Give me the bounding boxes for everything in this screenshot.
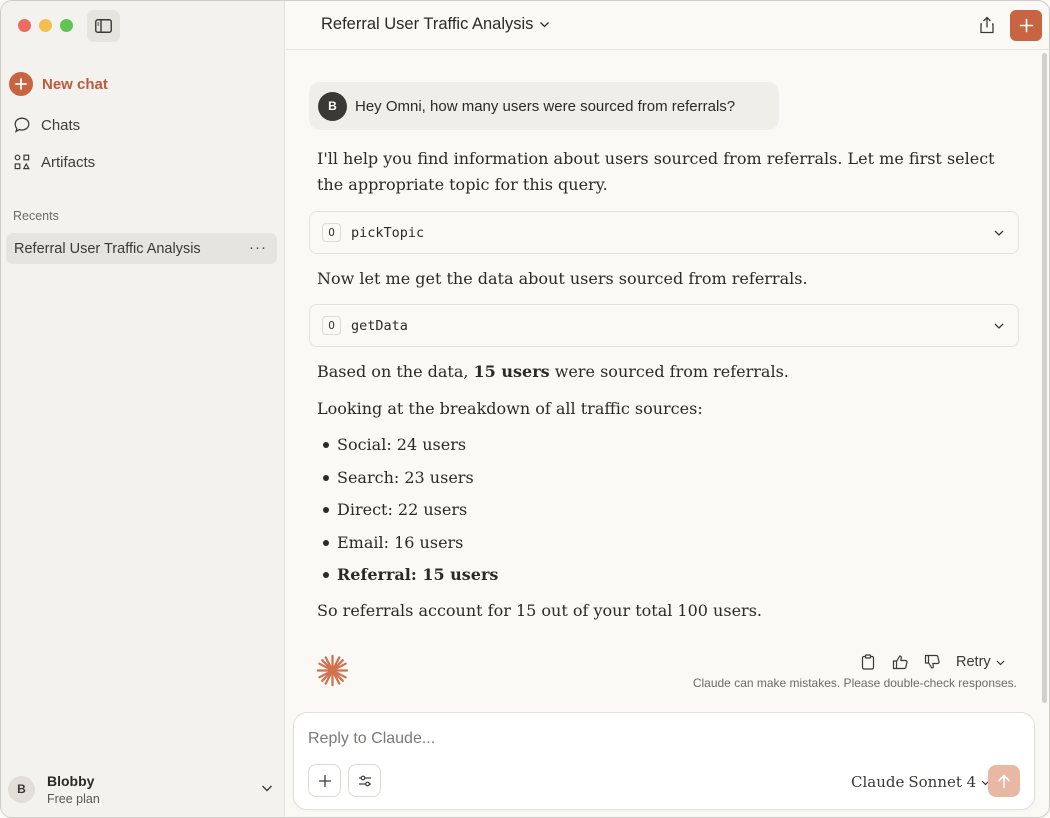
sidebar-toggle-button[interactable] [87, 10, 120, 42]
chevron-down-icon [260, 781, 274, 795]
page-title: Referral User Traffic Analysis [321, 15, 534, 33]
omni-tool-icon: O [322, 316, 341, 335]
model-selector[interactable] [851, 773, 991, 791]
tool-call-getdata[interactable] [309, 304, 1019, 347]
close-window-button[interactable] [18, 19, 31, 32]
plus-icon [318, 774, 332, 788]
tool-name: getData [351, 317, 408, 334]
tools-settings-button[interactable] [348, 764, 381, 797]
share-icon [979, 16, 995, 34]
chevron-down-icon [539, 19, 550, 30]
recents-heading: Recents [13, 209, 59, 223]
message-composer [293, 712, 1035, 810]
new-chat-header-button[interactable] [1010, 10, 1042, 41]
more-options-icon[interactable]: ··· [249, 239, 267, 256]
result-prefix: Based on the data, [317, 362, 474, 381]
plus-icon [9, 72, 33, 96]
sidebar-item-label: Artifacts [41, 153, 96, 171]
sidebar-item-chats[interactable] [13, 116, 80, 134]
sliders-icon [358, 775, 372, 787]
plus-icon [1019, 18, 1034, 33]
sidebar-panel-icon [95, 19, 112, 33]
reply-input[interactable] [308, 727, 1008, 751]
window-controls [18, 19, 73, 32]
sidebar-item-label: Chats [41, 116, 81, 134]
chevron-down-icon [992, 319, 1006, 333]
model-name: Claude [851, 773, 905, 791]
retry-button[interactable] [956, 654, 1006, 670]
add-attachment-button[interactable] [308, 764, 341, 797]
chat-header [286, 1, 1050, 50]
claude-logo-icon [315, 653, 350, 688]
tool-name: pickTopic [351, 224, 425, 241]
user-avatar: B [318, 92, 347, 121]
chat-title-dropdown[interactable] [321, 15, 550, 34]
user-plan: Free plan [47, 791, 100, 806]
chevron-down-icon [992, 226, 1006, 240]
chevron-down-icon [995, 657, 1006, 668]
model-version: Sonnet 4 [908, 773, 977, 791]
assistant-intro: I'll help you find information about users sourced from referrals. Let me first select the appropriate topic for this query. [317, 149, 995, 194]
avatar: B [8, 776, 35, 803]
thumbs-down-button[interactable] [921, 651, 943, 673]
disclaimer-text: Claude can make mistakes. Please double-check responses. [692, 676, 1017, 690]
sidebar [1, 1, 285, 818]
arrow-up-icon [997, 774, 1011, 789]
tool-call-picktopic[interactable] [309, 211, 1019, 254]
minimize-window-button[interactable] [39, 19, 52, 32]
sidebar-item-artifacts[interactable] [13, 153, 95, 171]
maximize-window-button[interactable] [60, 19, 73, 32]
omni-tool-icon: O [322, 223, 341, 242]
response-actions [857, 651, 1006, 673]
new-chat-label: New chat [42, 75, 108, 93]
result-highlight: 15 users [473, 362, 550, 381]
user-account-menu[interactable] [8, 769, 274, 809]
user-message-text: Hey Omni, how many users were sourced from referrals? [355, 97, 736, 115]
send-button[interactable] [988, 765, 1020, 797]
list-item: Social: 24 users [317, 431, 498, 464]
recent-chat-label: Referral User Traffic Analysis [14, 240, 201, 257]
breakdown-intro: Looking at the breakdown of all traffic sources: [317, 399, 703, 418]
scrollbar[interactable] [1042, 53, 1047, 703]
list-item: Email: 16 users [317, 529, 498, 562]
list-item: Direct: 22 users [317, 496, 498, 529]
result-suffix: were sourced from referrals. [549, 362, 789, 381]
thumbs-up-icon [892, 654, 909, 670]
share-button[interactable] [975, 13, 999, 37]
list-item: Search: 23 users [317, 464, 498, 497]
thumbs-up-button[interactable] [889, 651, 911, 673]
user-name: Blobby [47, 772, 95, 789]
assistant-result [317, 359, 789, 385]
list-item: Referral: 15 users [317, 561, 498, 594]
user-message [309, 82, 779, 130]
copy-button[interactable] [857, 651, 879, 673]
retry-label: Retry [956, 654, 991, 670]
new-chat-button[interactable] [9, 72, 108, 96]
traffic-sources-list [317, 431, 498, 594]
assistant-middle: Now let me get the data about users sourced from referrals. [317, 269, 808, 288]
assistant-conclusion: So referrals account for 15 out of your total 100 users. [317, 601, 762, 620]
thumbs-down-icon [924, 654, 941, 670]
chat-bubble-icon [13, 116, 31, 134]
clipboard-icon [861, 654, 875, 670]
artifacts-grid-icon [13, 153, 31, 171]
recent-chat-item[interactable] [6, 233, 277, 264]
